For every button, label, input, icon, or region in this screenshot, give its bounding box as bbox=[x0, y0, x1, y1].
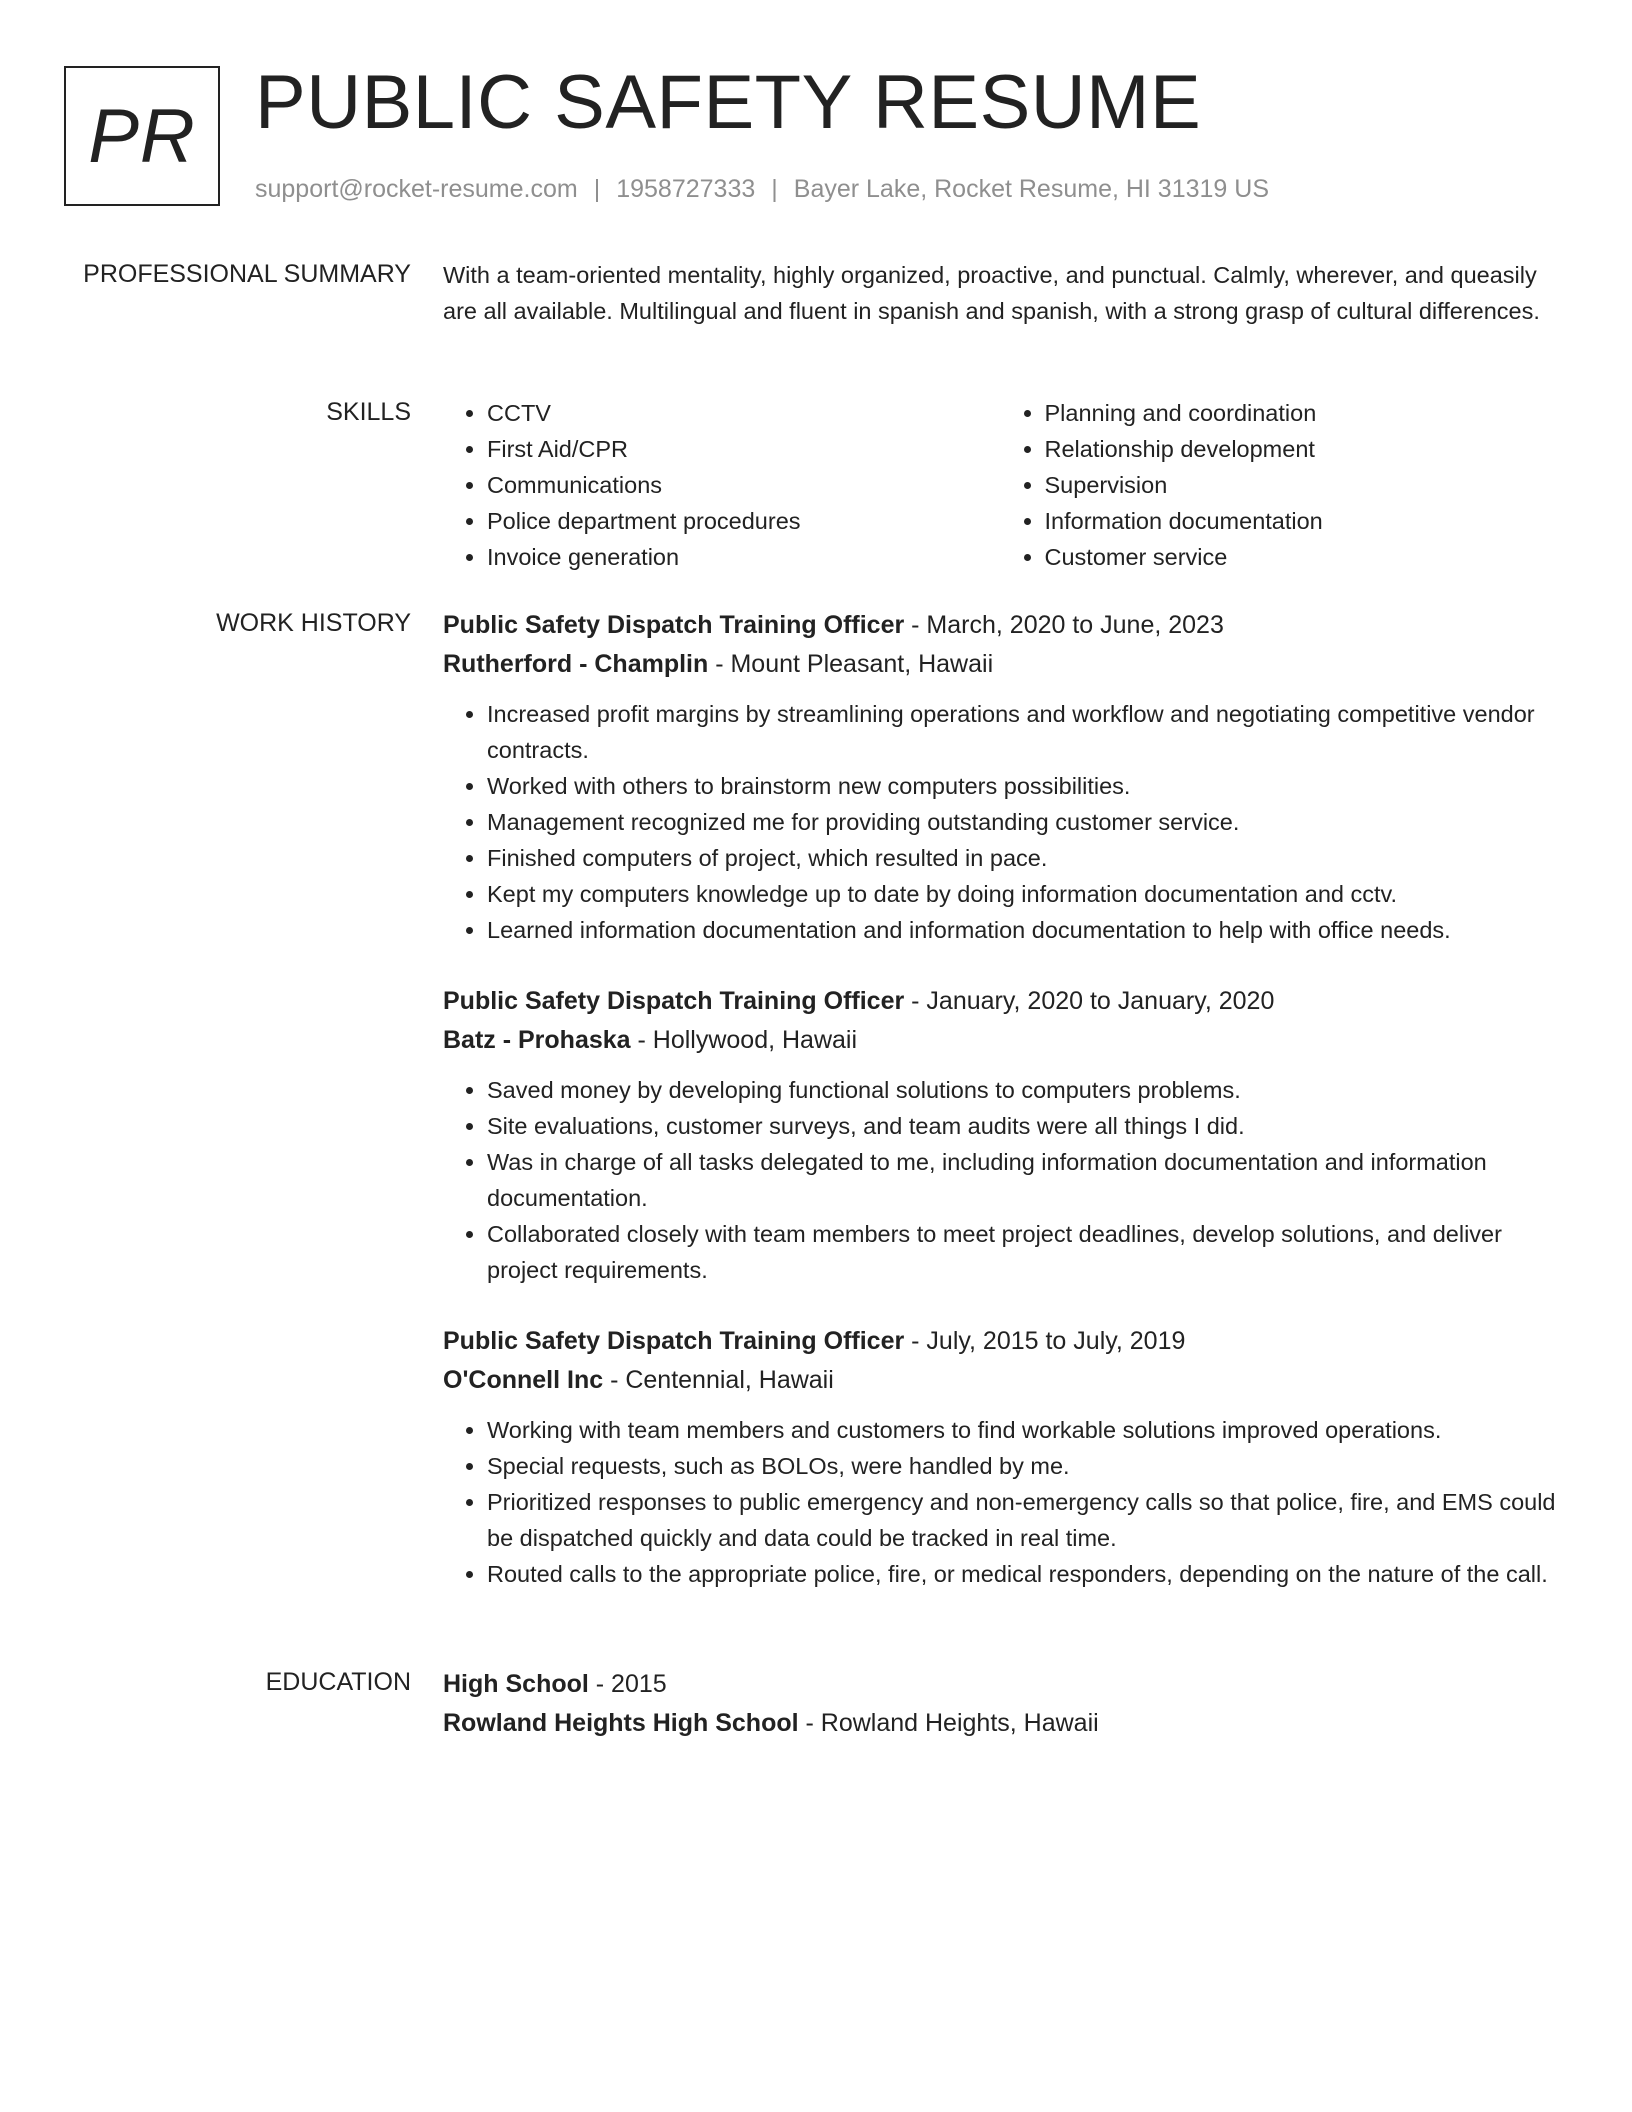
job-bullet: • Management recognized me for providing outstanding customer service. bbox=[487, 804, 1558, 840]
job-title: Public Safety Dispatch Training Officer bbox=[443, 987, 905, 1015]
job-company: Batz - Prohaska bbox=[443, 1026, 631, 1054]
job-bullets bbox=[443, 696, 1558, 948]
job-dates: - July, 2015 to July, 2019 bbox=[904, 1327, 1186, 1355]
contact-line bbox=[255, 172, 1269, 206]
contact-address: Bayer Lake, Rocket Resume, HI 31319 US bbox=[793, 175, 1269, 203]
contact-separator: | bbox=[771, 175, 778, 203]
job-bullet: • Prioritized responses to public emergency and non-emergency calls so that police, fire, and EMS could be dispatched quickly and data could be tracked in real time. bbox=[487, 1484, 1558, 1556]
education-body bbox=[443, 1665, 1558, 1743]
job-title: Public Safety Dispatch Training Officer bbox=[443, 1327, 905, 1355]
section-label-work-history: WORK HISTORY bbox=[216, 609, 411, 637]
job-company: O'Connell Inc bbox=[443, 1366, 604, 1394]
job-dates: - March, 2020 to June, 2023 bbox=[904, 611, 1224, 639]
contact-separator: | bbox=[593, 175, 601, 203]
skill-item: • Customer service bbox=[1045, 539, 1559, 575]
job-bullet: • Site evaluations, customer surveys, and team audits were all things I did. bbox=[487, 1108, 1558, 1144]
section-label-summary: PROFESSIONAL SUMMARY bbox=[83, 260, 411, 288]
skill-item: • First Aid/CPR bbox=[487, 431, 1001, 467]
section-label-skills: SKILLS bbox=[326, 398, 411, 426]
monogram-initials: PR bbox=[88, 93, 196, 179]
skill-item: • Communications bbox=[487, 467, 1001, 503]
job-location: - Hollywood, Hawaii bbox=[630, 1026, 858, 1054]
education-degree: High School bbox=[443, 1670, 589, 1698]
job-bullet: • Routed calls to the appropriate police, fire, or medical responders, depending on the nature of the call. bbox=[487, 1556, 1558, 1592]
skills-column-right bbox=[1001, 395, 1559, 575]
job-entry bbox=[443, 606, 1558, 948]
skill-item: • Relationship development bbox=[1045, 431, 1559, 467]
job-bullet: • Was in charge of all tasks delegated to me, including information documentation and information documentation. bbox=[487, 1144, 1558, 1216]
section-label-education: EDUCATION bbox=[265, 1668, 411, 1696]
job-title: Public Safety Dispatch Training Officer bbox=[443, 611, 905, 639]
contact-phone: 1958727333 bbox=[616, 175, 756, 203]
monogram-box bbox=[64, 66, 220, 206]
skill-item: • Planning and coordination bbox=[1045, 395, 1559, 431]
contact-email: support@rocket-resume.com bbox=[255, 175, 578, 203]
job-entry bbox=[443, 1322, 1558, 1592]
job-bullet: • Increased profit margins by streamlining operations and workflow and negotiating competitive vendor contracts. bbox=[487, 696, 1558, 768]
job-location: - Mount Pleasant, Hawaii bbox=[708, 650, 994, 678]
skill-item: • Supervision bbox=[1045, 467, 1559, 503]
job-bullet: • Collaborated closely with team members to meet project deadlines, develop solutions, and deliver project requirements. bbox=[487, 1216, 1558, 1288]
education-school-line bbox=[443, 1704, 1558, 1743]
summary-body bbox=[443, 257, 1558, 329]
job-dates: - January, 2020 to January, 2020 bbox=[904, 987, 1275, 1015]
job-bullets bbox=[443, 1412, 1558, 1592]
skills-grid bbox=[443, 395, 1558, 575]
job-company-line bbox=[443, 645, 1558, 684]
job-bullet: • Special requests, such as BOLOs, were handled by me. bbox=[487, 1448, 1558, 1484]
skill-item: • CCTV bbox=[487, 395, 1001, 431]
job-bullet: • Worked with others to brainstorm new computers possibilities. bbox=[487, 768, 1558, 804]
job-bullet: • Saved money by developing functional solutions to computers problems. bbox=[487, 1072, 1558, 1108]
skill-item: • Invoice generation bbox=[487, 539, 1001, 575]
job-location: - Centennial, Hawaii bbox=[603, 1366, 834, 1394]
summary-text: With a team-oriented mentality, highly organized, proactive, and punctual. Calmly, wherever, and queasily are all available. Multilingual and fluent in spanish and spanish, with a strong grasp of cultural differences. bbox=[443, 262, 1540, 324]
page-title: PUBLIC SAFETY RESUME bbox=[255, 60, 1202, 145]
job-title-line bbox=[443, 982, 1558, 1021]
job-bullet: • Kept my computers knowledge up to date by doing information documentation and cctv. bbox=[487, 876, 1558, 912]
job-bullet: • Finished computers of project, which resulted in pace. bbox=[487, 840, 1558, 876]
education-degree-line bbox=[443, 1665, 1558, 1704]
skill-item: • Information documentation bbox=[1045, 503, 1559, 539]
education-location: - Rowland Heights, Hawaii bbox=[798, 1709, 1099, 1737]
job-title-line bbox=[443, 1322, 1558, 1361]
job-company-line bbox=[443, 1361, 1558, 1400]
skills-column-left bbox=[443, 395, 1001, 575]
job-bullets bbox=[443, 1072, 1558, 1288]
skill-item: • Police department procedures bbox=[487, 503, 1001, 539]
education-school: Rowland Heights High School bbox=[443, 1709, 799, 1737]
education-year: - 2015 bbox=[588, 1670, 667, 1698]
job-company: Rutherford - Champlin bbox=[443, 650, 709, 678]
job-entry bbox=[443, 982, 1558, 1288]
job-title-line bbox=[443, 606, 1558, 645]
work-history-body bbox=[443, 606, 1558, 1626]
skills-body bbox=[443, 395, 1558, 575]
job-bullet: • Working with team members and customers to find workable solutions improved operations. bbox=[487, 1412, 1558, 1448]
job-bullet: • Learned information documentation and information documentation to help with office needs. bbox=[487, 912, 1558, 948]
job-company-line bbox=[443, 1021, 1558, 1060]
